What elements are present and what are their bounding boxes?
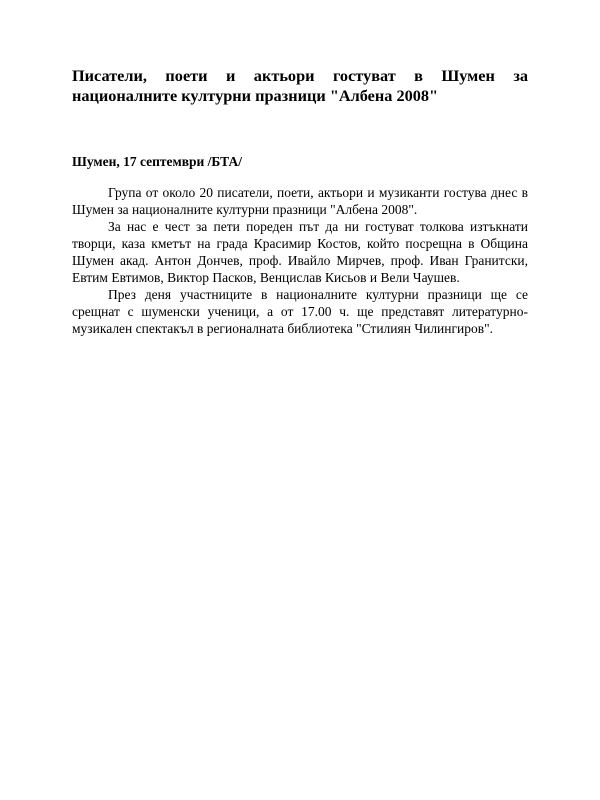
- article-paragraph: През деня участниците в националните културни празници ще се срещнат с шуменски ученици, а от 17.00 ч. ще представят литературно-музикален спектакъл в регионалната библиотека "Стилиян Чилингиров".: [72, 287, 528, 336]
- article-paragraph: Група от около 20 писатели, поети, актьори и музиканти гостува днес в Шумен за националните културни празници "Албена 2008".: [72, 185, 528, 217]
- article-body: [72, 184, 528, 337]
- article-headline: Писатели, поети и актьори гостуват в Шумен за националните културни празници "Албена 2008": [72, 66, 528, 105]
- article-dateline: Шумен, 17 септември /БТА/: [72, 154, 243, 169]
- article-paragraph: За нас е чест за пети пореден път да ни гостуват толкова изтъкнати творци, каза кметът на града Красимир Костов, който посрещна в Община Шумен акад. Антон Дончев, проф. Ивайло Мирчев, проф. Иван Гранитски, Евтим Евтимов, Виктор Пасков, Венцислав Кисьов и Вели Чаушев.: [72, 219, 528, 285]
- document-page: [72, 66, 528, 337]
